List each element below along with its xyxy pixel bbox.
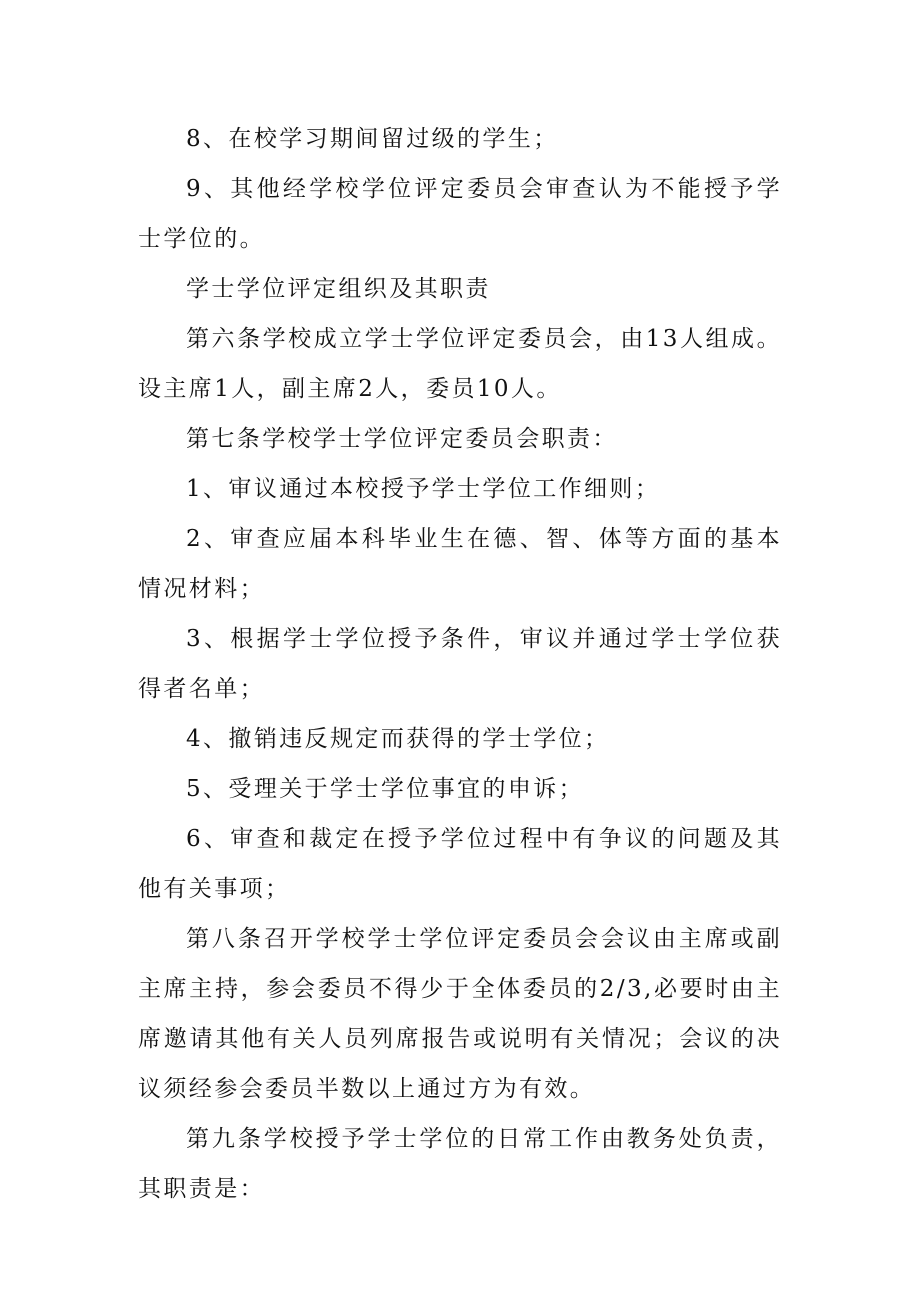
article-8: 第八条召开学校学士学位评定委员会会议由主席或副主席主持，参会委员不得少于全体委员的2/3,必要时由主席邀请其他有关人员列席报告或说明有关情况；会议的决议须经参会委员半数以上通过方为有效。	[138, 926, 782, 1102]
duty-item-6: 6、审查和裁定在授予学位过程中有争议的问题及其他有关事项；	[138, 826, 782, 902]
duty-item-1: 1、审议通过本校授予学士学位工作细则；	[186, 476, 661, 502]
article-7: 第七条学校学士学位评定委员会职责：	[186, 426, 618, 452]
duty-item-2: 2、审查应届本科毕业生在德、智、体等方面的基本情况材料；	[138, 526, 782, 602]
section-heading: 学士学位评定组织及其职责	[186, 276, 491, 302]
duty-item-3: 3、根据学士学位授予条件，审议并通过学士学位获得者名单；	[138, 626, 782, 702]
article-9: 第九条学校授予学士学位的日常工作由教务处负责，其职责是：	[138, 1126, 782, 1202]
paragraph-item-8: 8、在校学习期间留过级的学生；	[186, 126, 559, 152]
article-6: 第六条学校成立学士学位评定委员会，由13人组成。设主席1人，副主席2人，委员10人。	[138, 326, 782, 402]
paragraph-item-9: 9、其他经学校学位评定委员会审查认为不能授予学士学位的。	[138, 176, 782, 252]
duty-item-5: 5、受理关于学士学位事宜的申诉；	[186, 776, 585, 802]
duty-item-4: 4、撤销违反规定而获得的学士学位；	[186, 726, 610, 752]
